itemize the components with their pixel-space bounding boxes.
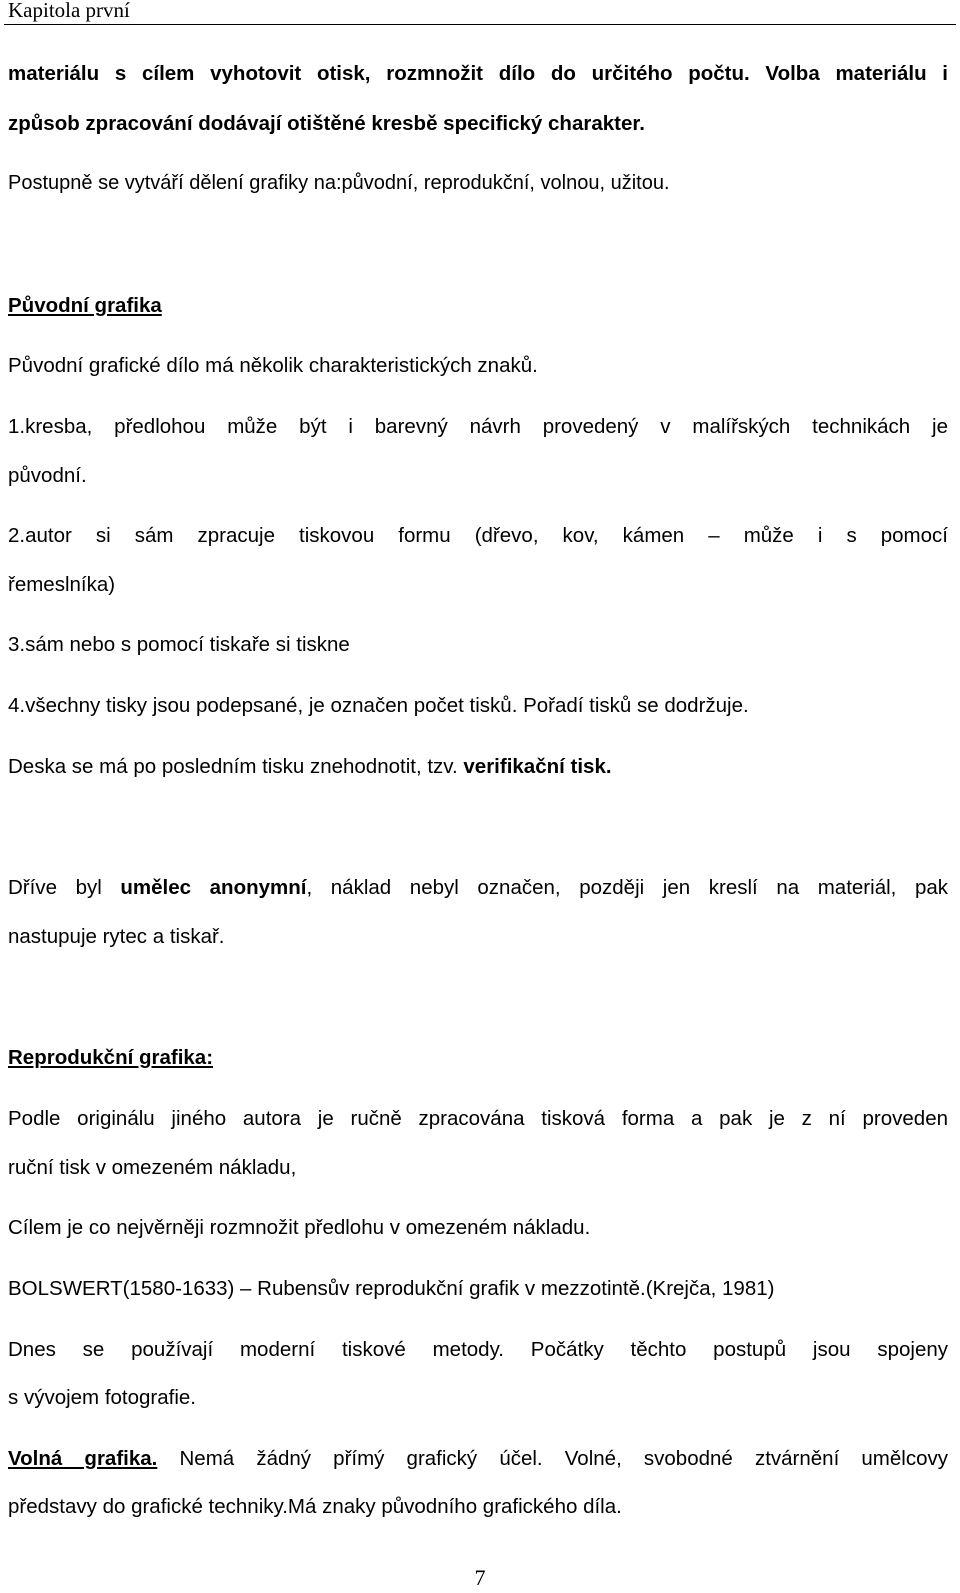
bold-term: umělec anonymní — [120, 876, 307, 899]
paragraph-line: s vývojem fotografie. — [8, 1386, 196, 1409]
paragraph-line: BOLSWERT(1580-1633) – Rubensův reprodukční grafik v mezzotintě.(Krejča, 1981) — [8, 1277, 775, 1300]
bold-term: verifikační tisk. — [463, 755, 612, 778]
paragraph-line — [8, 876, 948, 900]
paragraph-line — [8, 755, 948, 779]
paragraph-line: materiálu s cílem vyhotovit otisk, rozmnožit dílo do určitého počtu. Volba materiálu i — [8, 62, 948, 85]
paragraph-line: představy do grafické techniky.Má znaky původního grafického díla. — [8, 1495, 622, 1518]
chapter-title: Kapitola první — [8, 0, 130, 22]
list-item-continuation: původní. — [8, 464, 87, 487]
running-header — [4, 0, 956, 25]
paragraph-line: Postupně se vytváří dělení grafiky na:původní, reprodukční, volnou, užitou. — [8, 172, 670, 194]
text-span: Dříve byl — [8, 876, 121, 899]
section-heading-original: Původní grafika — [8, 294, 162, 317]
text-span: Deska se má po posledním tisku znehodnotit, tzv. — [8, 755, 464, 778]
list-item-continuation: řemeslníka) — [8, 573, 116, 596]
page-number: 7 — [474, 1565, 486, 1590]
section-heading-reproductive: Reprodukční grafika: — [8, 1046, 214, 1069]
paragraph-line: nastupuje rytec a tiskař. — [8, 925, 225, 948]
text-span: Nemá žádný přímý grafický účel. Volné, svobodné ztvárnění umělcovy — [157, 1447, 948, 1470]
list-item: 4.všechny tisky jsou podepsané, je označen počet tisků. Pořadí tisků se dodržuje. — [8, 694, 749, 717]
paragraph-line: Původní grafické dílo má několik charakteristických znaků. — [8, 354, 538, 377]
paragraph-line: Cílem je co nejvěrněji rozmnožit předlohu v omezeném nákladu. — [8, 1216, 591, 1239]
paragraph-line: Dnes se používají moderní tiskové metody. Počátky těchto postupů jsou spojeny — [8, 1338, 948, 1361]
section-heading-free: Volná grafika. — [8, 1447, 158, 1470]
text-span: , náklad nebyl označen, později jen kreslí na materiál, pak — [306, 876, 948, 899]
paragraph-line — [8, 1447, 948, 1471]
list-item: 2.autor si sám zpracuje tiskovou formu (dřevo, kov, kámen – může i s pomocí — [8, 524, 948, 547]
paragraph-line: ruční tisk v omezeném nákladu, — [8, 1156, 297, 1179]
list-item: 3.sám nebo s pomocí tiskaře si tiskne — [8, 633, 350, 656]
list-item: 1.kresba, předlohou může být i barevný návrh provedený v malířských technikách je — [8, 415, 948, 438]
paragraph-line: Podle originálu jiného autora je ručně zpracována tisková forma a pak je z ní proveden — [8, 1107, 948, 1130]
paragraph-line: způsob zpracování dodávají otištěné kresbě specifický charakter. — [8, 112, 645, 135]
